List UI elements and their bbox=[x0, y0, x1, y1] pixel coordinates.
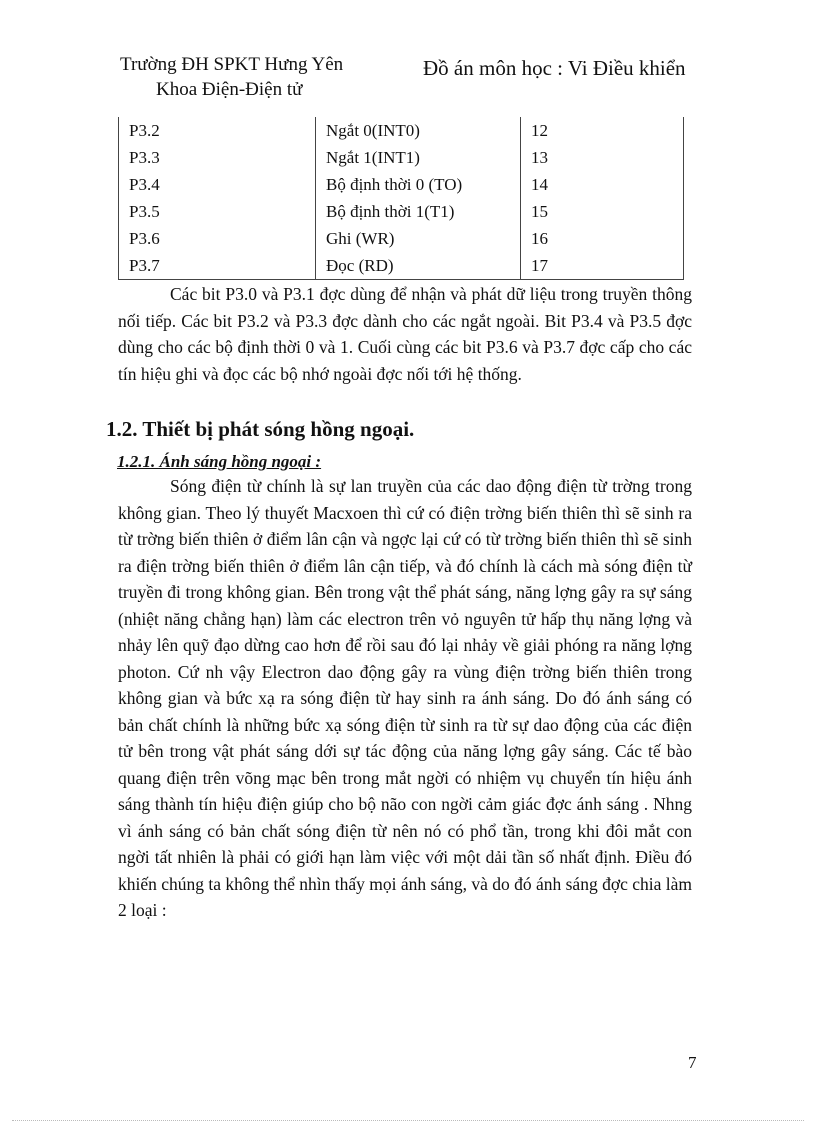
table-row bbox=[119, 171, 684, 198]
course-title: Đồ án môn học : Vi Điều khiển bbox=[423, 56, 686, 80]
page-number: 7 bbox=[688, 1053, 697, 1072]
table-cell-function: Bộ định thời 1(T1) bbox=[316, 198, 521, 225]
faculty-name: Khoa Điện-Điện tử bbox=[156, 79, 303, 100]
table-row bbox=[119, 117, 684, 144]
table-cell-bit: P3.3 bbox=[119, 144, 316, 171]
school-name: Trường ĐH SPKT Hưng Yên bbox=[120, 54, 344, 75]
table-cell-function: Đọc (RD) bbox=[316, 252, 521, 280]
page-header-left bbox=[120, 52, 343, 102]
paragraph-infrared-light: Sóng điện từ chính là sự lan truyền của các dao động điện từ trờng trong không gian. Theo lý thuyết Macxoen thì cứ có điện trờng biến thiên thì sẽ sinh ra từ trờng biến thiên ở điểm lân cận và ngợc lại cứ có từ trờng biến thiên thì sẽ sinh ra điện trờng biến thiên ở điểm lân cận tiếp, và đó chính là cách mà sóng điện từ truyền đi trong không gian. Bên trong vật thể phát sáng, năng lợng gây ra sự sáng (nhiệt năng chẳng hạn) làm các electron trên vỏ nguyên tử hấp thụ năng lợng và nhảy lên quỹ đạo dừng cao hơn để rồi sau đó lại nhảy về giải phóng ra năng lợng photon. Cứ nh vậy Electron dao động gây ra vùng điện trờng biến thiên trong không gian và bức xạ ra sóng điện từ hay sinh ra ánh sáng. Do đó ánh sáng có bản chất chính là những bức xạ sóng điện từ sinh ra từ sự dao động của các điện tử bên trong vật phát sáng dới sự tác động của năng lợng gây sáng. Các tế bào quang điện trên võng mạc bên trong mắt ngời có nhiệm vụ chuyển tín hiệu ánh sáng thành tín hiệu điện giúp cho bộ não con ngời cảm giác đợc ánh sáng . Nhng vì ánh sáng có bản chất sóng điện từ nên nó có phổ tần, trong khi đôi mắt con ngời tất nhiên là phải có giới hạn làm việc với một dải tần số nhất định. Điều đó khiến chúng ta không thể nhìn thấy mọi ánh sáng, và do đó ánh sáng đợc chia làm 2 loại : bbox=[118, 476, 692, 920]
table-cell-pin: 16 bbox=[521, 225, 684, 252]
table-cell-pin: 17 bbox=[521, 252, 684, 280]
table-cell-bit: P3.5 bbox=[119, 198, 316, 225]
table-cell-pin: 15 bbox=[521, 198, 684, 225]
table-cell-pin: 13 bbox=[521, 144, 684, 171]
table-cell-bit: P3.7 bbox=[119, 252, 316, 280]
table-cell-function: Bộ định thời 0 (TO) bbox=[316, 171, 521, 198]
table-cell-function: Ngắt 1(INT1) bbox=[316, 144, 521, 171]
subsection-heading: 1.2.1. Ánh sáng hồng ngoại : bbox=[117, 452, 322, 471]
table-cell-bit: P3.6 bbox=[119, 225, 316, 252]
section-heading: 1.2. Thiết bị phát sóng hồng ngoại. bbox=[106, 417, 415, 441]
table-row bbox=[119, 198, 684, 225]
table-cell-function: Ngắt 0(INT0) bbox=[316, 117, 521, 144]
table-row bbox=[119, 225, 684, 252]
table-cell-function: Ghi (WR) bbox=[316, 225, 521, 252]
port3-pin-table bbox=[118, 117, 684, 280]
page-bottom-divider bbox=[12, 1120, 804, 1121]
table-cell-pin: 14 bbox=[521, 171, 684, 198]
table-row bbox=[119, 252, 684, 280]
paragraph-port3-usage: Các bit P3.0 và P3.1 đợc dùng để nhận và phát dữ liệu trong truyền thông nối tiếp. Các bit P3.2 và P3.3 đợc dành cho các ngắt ngoài. Bit P3.4 và P3.5 đợc dùng cho các bộ định thời 0 và 1. Cuối cùng các bit P3.6 và P3.7 đợc cấp cho các tín hiệu ghi và đọc các bộ nhớ ngoài đợc nối tới hệ thống. bbox=[118, 284, 692, 384]
table-cell-bit: P3.4 bbox=[119, 171, 316, 198]
table-row bbox=[119, 144, 684, 171]
table-cell-bit: P3.2 bbox=[119, 117, 316, 144]
table-cell-pin: 12 bbox=[521, 117, 684, 144]
